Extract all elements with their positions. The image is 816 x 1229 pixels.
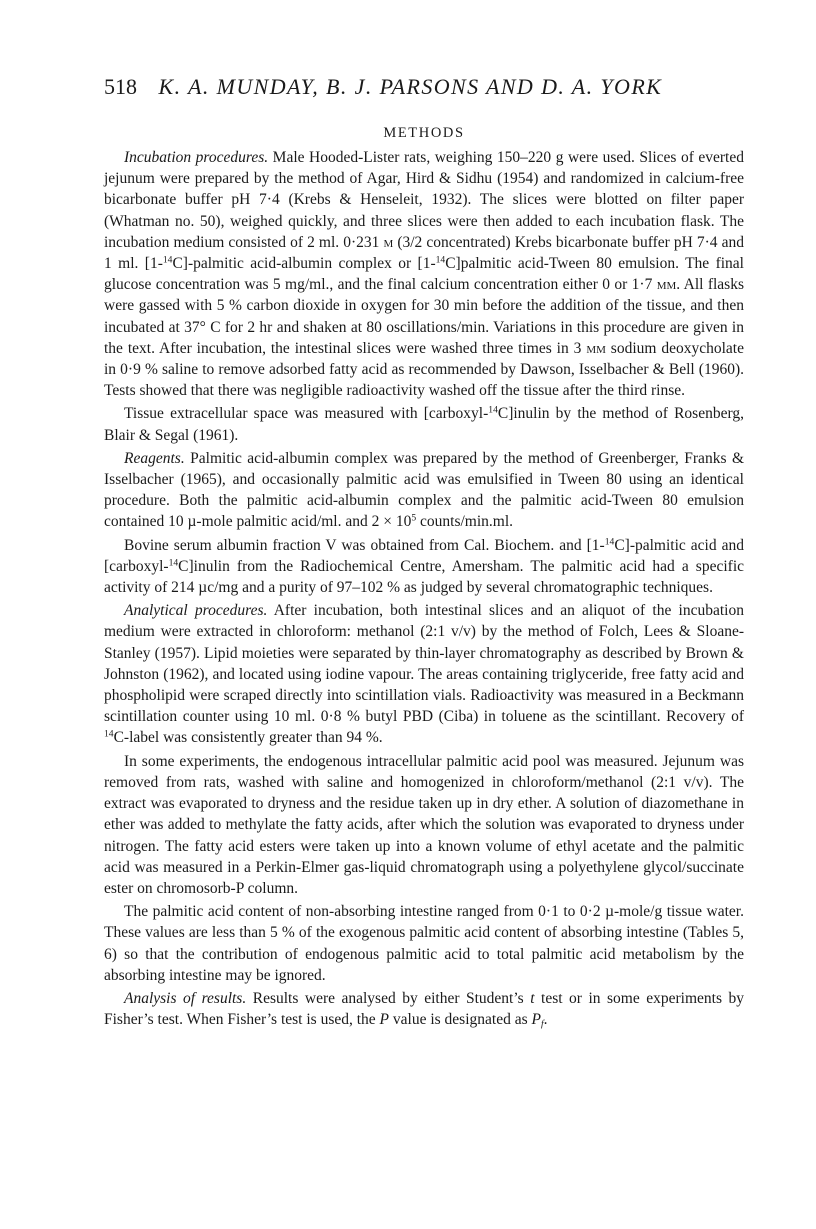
section-title: METHODS: [383, 125, 465, 141]
unit-millimolar: mm: [656, 276, 677, 294]
running-header: [104, 72, 744, 106]
isotope-superscript: 14: [162, 254, 173, 266]
article-body: [104, 147, 744, 1032]
text-run: counts/min.ml.: [416, 513, 514, 531]
run-in-heading: Reagents.: [124, 449, 185, 467]
text-run: After incubation, both intestinal slices and an aliquot of the incubation medium were extracted in chloroform: methanol (2:1 v/v) by the method of Folch, Lees & Sloane-Stanley (1957). Lipid moieties were separated by thin-layer chromatography as described by Brown & Johnston (1962), and located using iodine vapour. The areas containing triglyceride, free fatty acid and phospholipid were scraped directly into scintillation vials. Radioactivity was measured in a Beckmann scintillation counter using 10 ml. 0·8 % butyl PBD (Ciba) in toluene as the scintillant. Recovery of: [104, 602, 744, 726]
isotope-superscript: 14: [488, 405, 498, 417]
text-run: In some experiments, the endogenous intracellular palmitic acid pool was measured. Jejunum was removed from rats, washed with saline and homogenized in chloroform/methanol (2:1 v/v). The extract was evaporated to dryness and the residue taken up in dry ether. A solution of diazomethane in ether was added to methylate the fatty acids, after which the solution was evaporated to dryness under nitrogen. The fatty acid esters were taken up into a known volume of ethyl acetate and the palmitic acid was measured in a Perkin-Elmer gas-liquid chromatograph using a polyethylene glycol/succinate ester on chromosorb-P column.: [104, 752, 744, 897]
run-in-heading: Analytical procedures.: [124, 602, 268, 620]
unit-molar: m: [383, 233, 394, 251]
text-run: C]-palmitic acid and [carboxyl-: [104, 536, 745, 575]
text-run: Palmitic acid-albumin complex was prepared by the method of Greenberger, Franks & Isselbacher (1965), and occasionally palmitic acid was emulsified in Tween 80 using an identical procedure. Both the palmitic acid-albumin complex and the palmitic acid-Tween 80 emulsion contained 10 µ-mole palmitic acid/ml. and 2 × 10: [104, 449, 744, 531]
paragraph-extracellular-space: [104, 403, 744, 445]
symbol-p: P: [379, 1011, 390, 1029]
text-run: sodium deoxycholate in 0·9 % saline to remove adsorbed fatty acid as recommended by Dawson, Isselbacher & Bell (1960). Tests showed that there was negligible radioactivity washed off the tissue after the third rinse.: [104, 339, 744, 400]
paragraph-bovine-serum: [104, 535, 744, 599]
subscript-f: f: [540, 1018, 544, 1030]
paragraph-analysis-of-results: [104, 988, 744, 1030]
run-in-heading: Incubation procedures.: [124, 149, 269, 166]
text-run: . All flasks were gassed with 5 % carbon dioxide in oxygen for 30 min before the addition of the tissue, and then incubated at 37° C for 2 hr and shaken at 80 oscillations/min. Variations in this procedure are given in the text. After incubation, the intestinal slices were washed three times in 3: [104, 276, 744, 357]
paragraph-palmitic-content: [104, 901, 744, 986]
text-run: C]inulin by the method of Rosenberg, Blair & Segal (1961).: [104, 405, 744, 444]
symbol-p-f: P: [531, 1011, 541, 1029]
exponent-superscript: 5: [411, 513, 417, 525]
paragraph-incubation-procedures: [104, 147, 744, 401]
text-run: The palmitic acid content of non-absorbing intestine ranged from 0·1 to 0·2 µ-mole/g tissue water. These values are less than 5 % of the exogenous palmitic acid content of absorbing intestine (Tables 5, 6) so that the contribution of endogenous palmitic acid to total palmitic acid metabolism by the absorbing intestine may be ignored.: [104, 903, 744, 984]
text-run: test or in some experiments by Fisher’s test. When Fisher’s test is used, the: [104, 989, 744, 1029]
paragraph-endogenous-pool: [104, 751, 744, 899]
running-head-authors: K. A. MUNDAY, B. J. PARSONS AND D. A. YORK: [158, 74, 663, 99]
text-run: Tissue extracellular space was measured with [carboxyl-: [124, 405, 489, 423]
isotope-superscript: 14: [435, 254, 446, 266]
text-run: value is designated as: [389, 1011, 532, 1029]
isotope-superscript: 14: [168, 557, 179, 569]
paragraph-analytical-procedures: [104, 600, 744, 748]
text-run: .: [543, 1011, 548, 1029]
text-run: Male Hooded-Lister rats, weighing 150–220 g were used. Slices of everted jejunum were prepared by the method of Agar, Hird & Sidhu (1954) and randomized in calcium-free bicarbonate buffer pH 7·4 (Krebs & Henseleit, 1932). The slices were blotted on filter paper (Whatman no. 50), weighed quickly, and three slices were then added to each incubation flask. The incubation medium consisted of 2 ml. 0·231: [104, 149, 744, 251]
text-run: C]-palmitic acid-albumin complex or [1-: [172, 255, 436, 273]
text-run: Results were analysed by either Student’s: [246, 989, 531, 1007]
text-run: C]palmitic acid-Tween 80 emulsion. The final glucose concentration was 5 mg/ml., and the final calcium concentration either 0 or 1·7: [104, 255, 744, 294]
text-run: C-label was consistently greater than 94 %.: [113, 729, 383, 747]
paragraph-reagents: [104, 448, 744, 533]
isotope-superscript: 14: [104, 729, 114, 741]
text-run: Bovine serum albumin fraction V was obtained from Cal. Biochem. and [1-: [124, 536, 605, 554]
text-run: C]inulin from the Radiochemical Centre, Amersham. The palmitic acid had a specific activity of 214 µc/mg and a purity of 97–102 % as judged by several chromatographic techniques.: [104, 557, 744, 597]
text-run: (3/2 concentrated) Krebs bicarbonate buffer pH 7·4 and 1 ml. [1-: [104, 233, 744, 273]
isotope-superscript: 14: [604, 536, 615, 548]
unit-millimolar: mm: [586, 339, 606, 357]
page-number: 518: [104, 74, 137, 99]
symbol-t: t: [530, 989, 535, 1007]
run-in-heading: Analysis of results.: [124, 989, 247, 1007]
